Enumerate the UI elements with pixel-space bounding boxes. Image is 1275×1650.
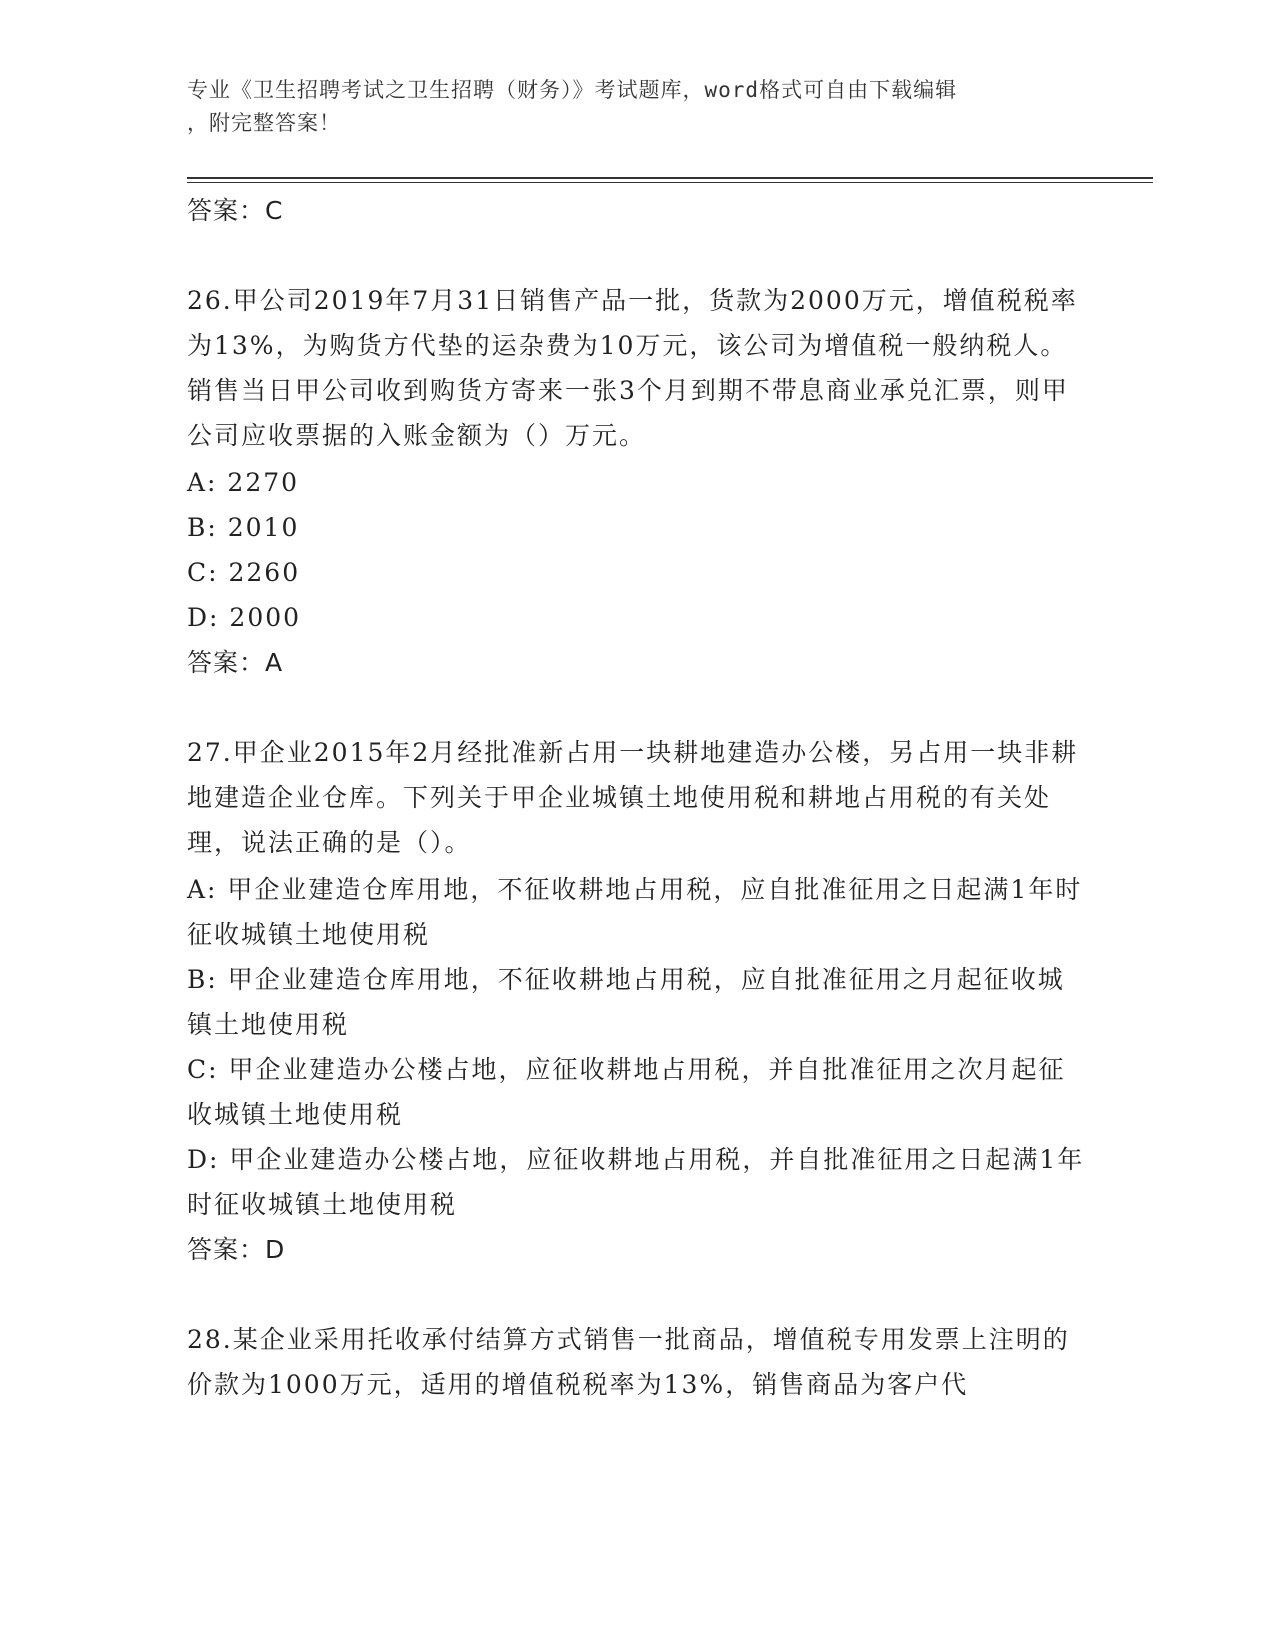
question-block-28	[187, 1317, 1087, 1407]
option-c: C: 2260	[187, 558, 301, 587]
question-block-27	[187, 730, 1087, 1273]
question-stem: 27.甲企业2015年2月经批准新占用一块耕地建造办公楼，另占用一块非耕地建造企业仓库。下列关于甲企业城镇土地使用税和耕地占用税的有关处理，说法正确的是（）。	[187, 738, 1079, 857]
question-stem: 28.某企业采用托收承付结算方式销售一批商品，增值税专用发票上注明的价款为1000万元，适用的增值税税率为13%，销售商品为客户代	[187, 1325, 1070, 1399]
option-c: C: 甲企业建造办公楼占地，应征收耕地占用税，并自批准征用之次月起征收城镇土地使用税	[187, 1055, 1066, 1129]
header-line-1: 专业《卫生招聘考试之卫生招聘（财务）》考试题库，word格式可自由下载编辑	[187, 78, 958, 102]
option-b: B: 2010	[187, 513, 300, 542]
page-header	[187, 74, 1067, 140]
previous-answer: 答案：C	[187, 196, 284, 225]
option-d: D: 甲企业建造办公楼占地，应征收耕地占用税，并自批准征用之日起满1年时征收城镇土地使用税	[187, 1145, 1085, 1219]
option-b: B: 甲企业建造仓库用地，不征收耕地占用税，应自批准征用之月起征收城镇土地使用税	[187, 965, 1065, 1039]
option-d: D: 2000	[187, 603, 302, 632]
answer-label: 答案：D	[187, 1235, 286, 1264]
question-block-26	[187, 278, 1087, 686]
answer-label: 答案：A	[187, 648, 284, 677]
option-a: A: 甲企业建造仓库用地，不征收耕地占用税，应自批准征用之日起满1年时征收城镇土地使用税	[187, 875, 1083, 949]
option-a: A: 2270	[187, 468, 300, 497]
header-divider-thick	[187, 177, 1153, 179]
question-content	[187, 188, 1087, 1407]
header-line-2: ，附完整答案！	[187, 111, 341, 135]
block-spacer	[187, 1273, 1087, 1317]
block-spacer	[187, 686, 1087, 730]
header-divider-thin	[187, 182, 1153, 183]
block-spacer	[187, 234, 1087, 278]
question-stem: 26.甲公司2019年7月31日销售产品一批，货款为2000万元，增值税税率为13%，为购货方代垫的运杂费为10万元，该公司为增值税一般纳税人。销售当日甲公司收到购货方寄来一张3个月到期不带息商业承兑汇票，则甲公司应收票据的入账金额为（）万元。	[187, 286, 1078, 450]
